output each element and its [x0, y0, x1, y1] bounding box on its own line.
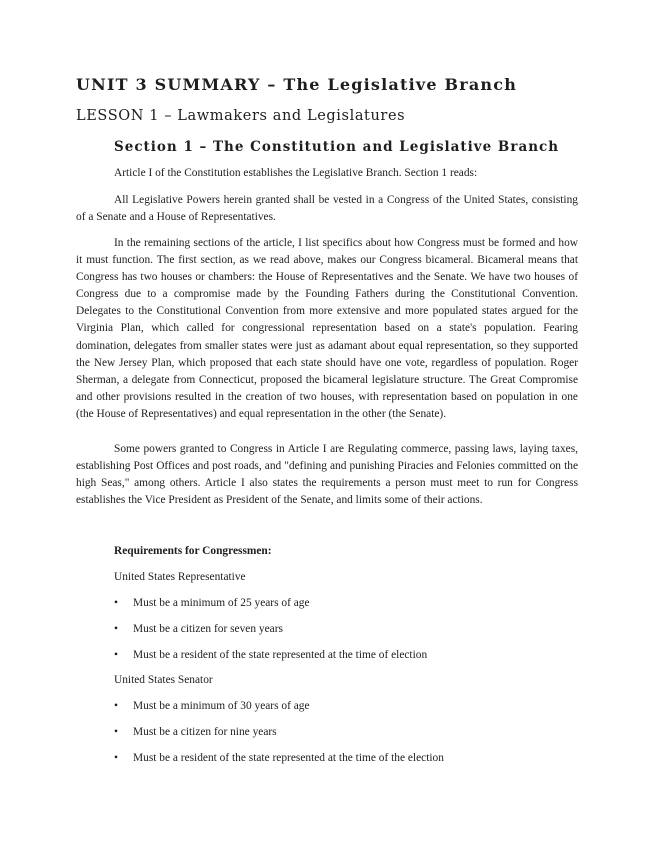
list-item — [114, 595, 310, 612]
list-item-text: Must be a resident of the state represented at the time of the election — [133, 752, 444, 764]
list-item — [114, 724, 277, 741]
list-item-text: Must be a minimum of 30 years of age — [133, 700, 310, 712]
quote-paragraph: All Legislative Powers herein granted shall be vested in a Congress of the United States, consisting of a Senate and a House of Representatives. — [76, 194, 578, 224]
representative-label: United States Representative — [114, 571, 246, 583]
list-item — [114, 750, 444, 767]
senator-label: United States Senator — [114, 674, 213, 686]
list-item — [114, 647, 427, 664]
section-title: Section 1 – The Constitution and Legislative Branch — [114, 139, 560, 155]
bullet-icon: • — [114, 700, 118, 712]
list-item-text: Must be a citizen for seven years — [133, 623, 283, 635]
bicameral-paragraph: In the remaining sections of the article, I list specifics about how Congress must be formed and how it must function. The first section, as we read above, makes our Congress bicameral. Bicameral means that Congress has two houses or chambers: the House of Representatives and the Senate. We have two houses of Congress due to a compromise made by the Founding Fathers during the Constitutional Convention. Delegates to the Constitutional Convention from more extensive and more populated states argued for the Virginia Plan, which called for congressional representation based on a state's population. Fearing domination, delegates from smaller states were just as adamant about equal representation, so they supported the New Jersey Plan, which proposed that each state should have one vote, regardless of population. Roger Sherman, a delegate from Connecticut, proposed the bicameral legislature structure. The Great Compromise and other provisions resulted in the creation of two houses, with representation based on population in one (the House of Representatives) and equal representation in the other (the Senate). — [76, 237, 578, 420]
intro-paragraph: Article I of the Constitution establishes the Legislative Branch. Section 1 reads: — [114, 167, 478, 179]
bullet-icon: • — [114, 752, 118, 764]
lesson-title: LESSON 1 – Lawmakers and Legislatures — [76, 108, 406, 124]
list-item-text: Must be a resident of the state represented at the time of election — [133, 649, 428, 661]
unit-title: UNIT 3 SUMMARY – The Legislative Branch — [76, 75, 518, 94]
list-item — [114, 621, 283, 638]
bullet-icon: • — [114, 597, 118, 609]
bullet-icon: • — [114, 726, 118, 738]
list-item — [114, 698, 310, 715]
bullet-icon: • — [114, 649, 118, 661]
list-item-text: Must be a minimum of 25 years of age — [133, 597, 310, 609]
requirements-heading: Requirements for Congressmen: — [114, 545, 272, 557]
list-item-text: Must be a citizen for nine years — [133, 726, 277, 738]
bullet-icon: • — [114, 623, 118, 635]
powers-paragraph: Some powers granted to Congress in Article I are Regulating commerce, passing laws, laying taxes, establishing Post Offices and post roads, and "defining and punishing Piracies and Felonies committed on the high Seas," among others. Article I also states the requirements a person must meet to run for Congress establishes the Vice President as President of the Senate, and limits some of their actions. — [76, 443, 578, 507]
